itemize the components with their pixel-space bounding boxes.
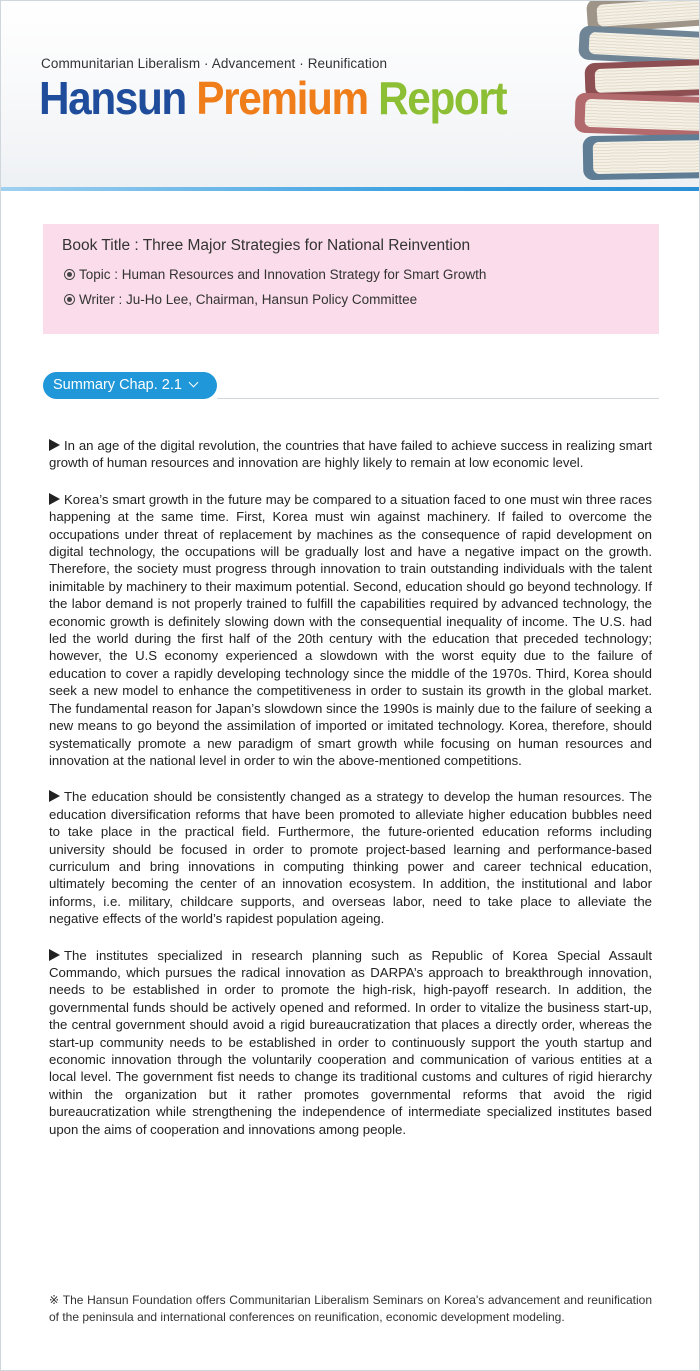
book-topic-text: Topic : Human Resources and Innovation Strategy for Smart Growth xyxy=(79,267,487,282)
summary-paragraph xyxy=(49,491,652,770)
chevron-down-icon xyxy=(189,378,199,388)
summary-paragraph xyxy=(49,788,652,927)
brand-word-hansun: Hansun xyxy=(39,72,186,124)
book-spine-5 xyxy=(583,134,699,180)
paragraph-text: In an age of the digital revolution, the countries that have failed to achieve success in realizing smart growth of human resources and innovation are highly likely to remain at low economic level. xyxy=(49,438,652,471)
book-writer xyxy=(64,292,417,307)
brand-word-premium: Premium xyxy=(196,72,368,124)
triangle-bullet-icon xyxy=(49,790,60,802)
header-divider xyxy=(1,187,699,191)
report-header xyxy=(1,1,699,187)
book-writer-text: Writer : Ju-Ho Lee, Chairman, Hansun Policy Committee xyxy=(79,292,418,307)
book-spine-4 xyxy=(574,92,699,137)
books-illustration xyxy=(539,1,699,187)
summary-body xyxy=(49,437,652,1157)
summary-chapter-label: Summary Chap. 2.1 xyxy=(53,377,182,393)
foundation-footnote: ※ The Hansun Foundation offers Communitarian Liberalism Seminars on Korea's advancement and reunification of the peninsula and international conferences on reunification, economic development modeling. xyxy=(49,1293,652,1324)
triangle-bullet-icon xyxy=(49,493,60,505)
summary-paragraph xyxy=(49,947,652,1138)
radio-bullet-icon xyxy=(64,269,75,280)
header-tagline: Communitarian Liberalism · Advancement · Reunification xyxy=(41,56,388,71)
summary-chapter-tab[interactable] xyxy=(43,372,217,399)
radio-bullet-icon xyxy=(64,294,75,305)
brand-word-report: Report xyxy=(378,72,507,124)
triangle-bullet-icon xyxy=(49,439,60,451)
brand-title xyxy=(39,69,506,127)
section-divider xyxy=(217,398,659,399)
book-info-box xyxy=(43,224,659,334)
paragraph-text: Korea’s smart growth in the future may be compared to a situation faced to one must win three races happening at the same time. First, Korea must win against machinery. If failed to overcome the occupations under threat of replacement by machines as the consequence of rapid development on digital technology, the occupations will be gradually lost and have a negative impact on the growth. Therefore, the society must progress through innovation to train outstanding individuals with the talent inimitable by machinery to their maximum potential. Second, education should go beyond technology. If the labor demand is not properly trained to fulfill the capabilities required by advanced technology, the economic growth is definitely slowing down with the consequential inequality of income. The U.S. had led the world during the first half of the 20th century with the education that preceded technology; however, the U.S economy experienced a slowdown with the worst equity due to the failure of education to cover a rapidly developing technology since the middle of the 1970s. Third, Korea should seek a new model to enhance the competitiveness in order to sustain its growth in the global market. The fundamental reason for Japan’s slowdown since the 1990s is mainly due to the failure of seeking a new means to go beyond the assimilation of imported or imitated technology. Korea, therefore, should systematically promote a new paradigm of smart growth while focusing on human resources and innovation at the national level in order to win the above-mentioned competitions. xyxy=(49,491,652,768)
summary-paragraph xyxy=(49,437,652,472)
paragraph-text: The education should be consistently changed as a strategy to develop the human resources. The education diversification reforms that have been promoted to alleviate higher education bubbles need to take place in the practical field. Furthermore, the future-oriented education reforms including university should be focused in order to promote project-based learning and performance-based curriculum and bring innovations in computing thinking power and career technical education, ultimately becoming the center of an innovation ecosystem. In addition, the institutional and labor informs, i.e. military, childcare supports, and overseas labor, need to take place to alleviate the negative effects of the world’s rapidest population ageing. xyxy=(49,789,652,927)
book-title: Book Title : Three Major Strategies for National Reinvention xyxy=(62,237,471,254)
paragraph-text: The institutes specialized in research planning such as Republic of Korea Special Assault Commando, which pursues the radical innovation as DARPA’s approach to breakthrough innovation, needs to be established in order to promote the high-risk, high-payoff research. In addition, the governmental funds should be actively opened and reformed. In order to vitalize the business start-up, the central government should avoid a rigid bureaucratization that places a directly order, whereas the start-up community needs to be established in order to continuously support the youth startup and economic innovation through the voluntarily cooperation and communication of various entities at a local level. The government fist needs to change its traditional customs and cultures of rigid hierarchy within the organization but it rather promotes governmental reforms that avoid the rigid bureaucratization while strengthening the independence of intermediate specialized institutes based upon the aims of cooperation and innovations among people. xyxy=(49,947,652,1137)
triangle-bullet-icon xyxy=(49,949,60,961)
book-topic xyxy=(64,267,486,282)
